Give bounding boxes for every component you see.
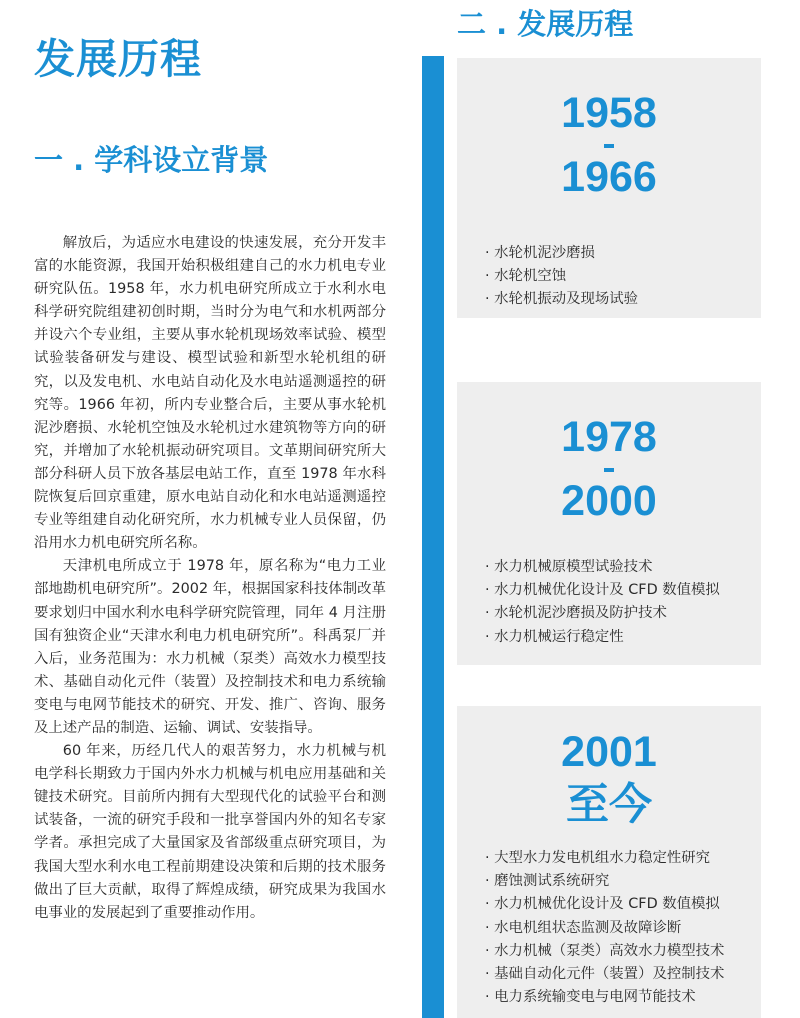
list-item: · 大型水力发电机组水力稳定性研究 xyxy=(485,847,761,870)
period-card-1978 xyxy=(457,382,761,665)
paragraph: 解放后，为适应水电建设的快速发展，充分开发丰富的水能资源，我国开始积极组建自己的水力机电专业研究队伍。1958 年，水力机电研究所成立于水利水电科学研究院组建初创时期，当时分为电气和水机两部分并设六个专业组，主要从事水轮机现场效率试验、模型试验装备研发与建设、模型试验和新型水轮机组的研究，以及发电机、水电站自动化及水电站遥测遥控的研究等。1966 年初，所内专业整合后，主要从事水轮机泥沙磨损、水轮机空蚀及水轮机过水建筑物等方向的研究，并增加了水轮机振动研究项目。文革期间研究所大部分科研人员下放各基层电站工作，直至 1978 年水科院恢复后回京重建，原水电站自动化和水电站遥测遥控专业等组建自动化研究所，水力机械专业人员保留，仍沿用水力机电研究所名称。 xyxy=(34,235,386,552)
period-heading xyxy=(457,706,761,847)
list-item: · 水轮机振动及现场试验 xyxy=(485,288,761,311)
list-item: · 水轮机空蚀 xyxy=(485,265,761,288)
list-item: · 基础自动化元件（装置）及控制技术 xyxy=(485,963,761,986)
list-item: · 水力机械优化设计及 CFD 数值模拟 xyxy=(485,579,761,602)
list-item: · 电力系统输变电与电网节能技术 xyxy=(485,986,761,1009)
period-start: 1958 xyxy=(561,89,657,137)
paragraph: 60 年来，历经几代人的艰苦努力，水力机械与机电学科长期致力于国内外水力机械与机电应用基础和关键技术研究。目前所内拥有大型现代化的试验平台和测试装备，一流的研究手段和一批享誉国内外的知名专家学者。承担完成了大量国家及省部级重点研究项目，为我国大型水利水电工程前期建设决策和后期的技术服务做出了巨大贡献，取得了辉煌成绩，研究成果为我国水电事业的发展起到了重要推动作用。 xyxy=(34,743,386,921)
list-item: · 水轮机泥沙磨损及防护技术 xyxy=(485,602,761,625)
list-item: · 水力机械原模型试验技术 xyxy=(485,556,761,579)
list-item: · 水力机械优化设计及 CFD 数值模拟 xyxy=(485,893,761,916)
period-items xyxy=(457,242,761,312)
section-heading-history: 二 . 发展历程 xyxy=(457,7,634,41)
section-heading-background: 一 . 学科设立背景 xyxy=(34,143,269,177)
period-start: 1978 xyxy=(561,413,657,461)
list-item: · 水力机械（泵类）高效水力模型技术 xyxy=(485,940,761,963)
period-heading xyxy=(457,382,761,556)
background-text xyxy=(34,232,386,925)
period-start: 2001 xyxy=(561,728,657,776)
period-card-1958 xyxy=(457,58,761,318)
period-end: 2000 xyxy=(561,477,657,525)
list-item: · 磨蚀测试系统研究 xyxy=(485,870,761,893)
period-separator xyxy=(457,462,761,476)
period-items xyxy=(457,556,761,649)
period-end: 至今 xyxy=(566,781,652,829)
period-separator xyxy=(457,138,761,152)
list-item: · 水力机械运行稳定性 xyxy=(485,626,761,649)
timeline-bar xyxy=(422,56,444,1018)
period-heading xyxy=(457,58,761,242)
period-card-2001 xyxy=(457,706,761,1018)
list-item: · 水电机组状态监测及故障诊断 xyxy=(485,917,761,940)
list-item: · 水轮机泥沙磨损 xyxy=(485,242,761,265)
period-end: 1966 xyxy=(561,153,657,201)
page-title: 发展历程 xyxy=(34,35,202,83)
period-items xyxy=(457,847,761,1009)
paragraph: 天津机电所成立于 1978 年，原名称为“电力工业部地勘机电研究所”。2002 年，根据国家科技体制改革要求划归中国水利水电科学研究院管理，同年 4 月注册国有独资企业“天津水利电力机电研究所”。科禹泵厂并入后，业务范围为：水力机械（泵类）高效水力模型技术、基础自动化元件（装置）及控制技术和电力系统输变电与电网节能技术的研究、开发、推广、咨询、服务及上述产品的制造、运输、调试、安装指导。 xyxy=(34,558,386,736)
